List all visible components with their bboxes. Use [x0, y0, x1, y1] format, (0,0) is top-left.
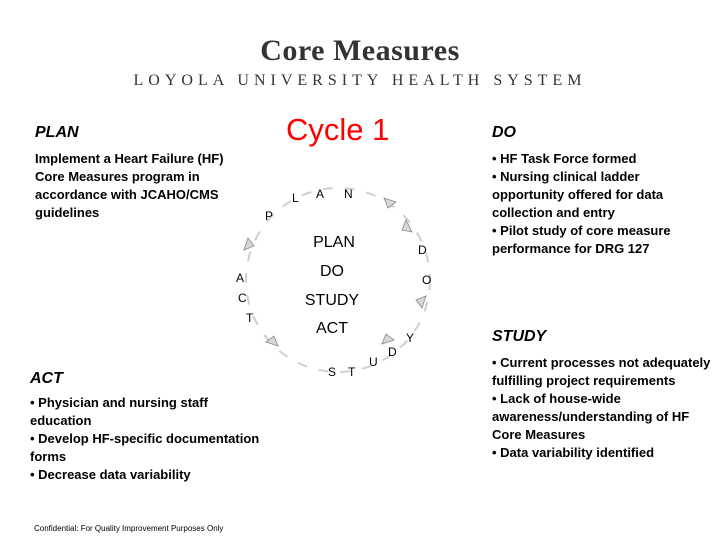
cycle-letter: P — [265, 209, 274, 223]
arrow-icon — [244, 238, 254, 250]
cycle-letter: A — [316, 187, 325, 201]
cycle-letter: T — [246, 311, 254, 325]
cycle-letter: S — [328, 365, 337, 379]
pdsa-cycle-wheel — [228, 170, 448, 390]
cycle-letter: U — [369, 355, 378, 369]
cycle-letter: C — [238, 291, 247, 305]
do-heading: DO — [492, 124, 516, 141]
act-item: • Decrease data variability — [30, 467, 191, 482]
act-list — [30, 394, 260, 484]
cycle-letter: N — [344, 187, 353, 201]
cycle-letter: L — [292, 191, 299, 205]
cycle-letter: A — [236, 271, 245, 285]
act-heading: ACT — [30, 370, 63, 387]
do-item: • Pilot study of core measure performance for DRG 127 — [492, 223, 671, 256]
cycle-letter: Y — [406, 331, 415, 345]
do-item: • HF Task Force formed — [492, 151, 637, 166]
stage-study: STUDY — [304, 292, 360, 309]
study-item: • Current processes not adequately fulfilling project requirements — [492, 355, 711, 388]
do-list — [492, 150, 712, 258]
cycle-letter: O — [422, 273, 432, 287]
cycle-title: Cycle 1 — [286, 112, 390, 147]
study-list — [492, 354, 712, 462]
cycle-letter: T — [348, 365, 356, 379]
study-item: • Data variability identified — [492, 445, 655, 460]
arrow-icon — [416, 296, 426, 308]
study-heading: STUDY — [492, 328, 547, 345]
study-item: • Lack of house-wide awareness/understanding of HF Core Measures — [492, 391, 690, 442]
cycle-letter: D — [388, 345, 397, 359]
stage-act: ACT — [316, 320, 348, 337]
cycle-letter: D — [418, 243, 427, 257]
stage-plan: PLAN — [313, 234, 355, 251]
stage-do: DO — [320, 263, 344, 280]
confidentiality-footer: Confidential: For Quality Improvement Purposes Only — [34, 524, 224, 533]
plan-text: Implement a Heart Failure (HF) Core Measures program in accordance with JCAHO/CMS guidelines — [35, 151, 224, 220]
act-item: • Develop HF-specific documentation forms — [30, 431, 260, 464]
act-item: • Physician and nursing staff education — [30, 395, 208, 428]
organization-name: LOYOLA UNIVERSITY HEALTH SYSTEM — [133, 72, 587, 89]
plan-heading: PLAN — [35, 124, 79, 141]
arrow-icon — [382, 334, 394, 344]
arrow-icon — [266, 336, 278, 346]
page-title: Core Measures — [260, 34, 460, 67]
do-item: • Nursing clinical ladder opportunity offered for data collection and entry — [492, 169, 664, 220]
